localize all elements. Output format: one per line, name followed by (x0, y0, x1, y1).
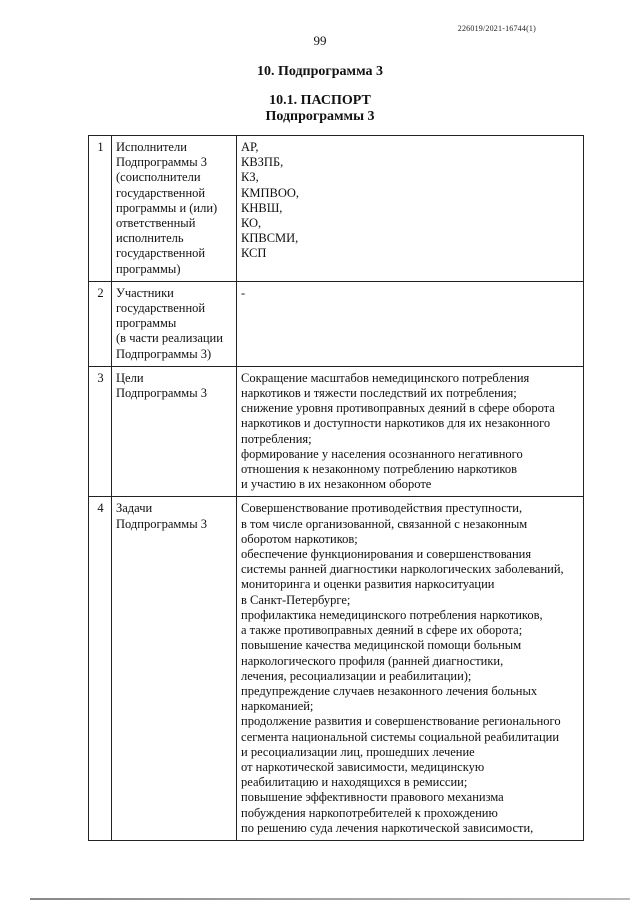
row-value-line: а также противоправных деяний в сфере их оборота; (241, 623, 523, 638)
row-number: 2 (89, 281, 112, 366)
row-value-line: КВЗПБ, (241, 155, 284, 170)
row-value-line: снижение уровня противоправных деяний в сфере оборота (241, 401, 555, 416)
row-value-line: от наркотической зависимости, медицинскую (241, 759, 485, 774)
row-value-line: обеспечение функционирования и совершенствования (241, 547, 532, 562)
row-value-line: КМПВОО, (241, 185, 299, 200)
row-value-line: повышение качества медицинской помощи больным (241, 638, 522, 653)
row-value-line: Сокращение масштабов немедицинского потребления (241, 370, 530, 385)
row-value-line: и участию в их незаконном обороте (241, 477, 432, 492)
row-value-line: КЗ, (241, 170, 259, 185)
row-value-cell (237, 497, 584, 840)
row-value-line: отношения к незаконному потреблению наркотиков (241, 462, 517, 477)
row-label-line: Подпрограммы 3 (116, 155, 207, 170)
row-label-line: (соисполнители (116, 170, 201, 185)
section-title: 10. Подпрограмма 3 (256, 64, 384, 79)
row-value-line: КСП (241, 246, 267, 261)
row-label-line: государственной (116, 185, 206, 200)
row-label-line: программы и (или) (116, 200, 218, 215)
table-row (89, 136, 584, 282)
table-row (89, 366, 584, 497)
row-label-line: программы (116, 316, 177, 331)
row-number: 1 (89, 136, 112, 282)
passport-subtitle: Подпрограммы 3 (265, 109, 375, 124)
row-value-line: наркотиков и доступности наркотиков для их незаконного (241, 416, 551, 431)
table-row (89, 281, 584, 366)
row-value-line: профилактика немедицинского потребления наркотиков, (241, 607, 543, 622)
row-value-line: и ресоциализации лиц, прошедших лечение (241, 744, 475, 759)
row-value-line: повышение эффективности правового механизма (241, 790, 504, 805)
row-value-line: КО, (241, 216, 262, 231)
row-label-line: государственной (116, 301, 206, 316)
row-value-line: лечения, ресоциализации и реабилитации); (241, 668, 472, 683)
row-label-cell (112, 497, 237, 840)
row-value-line: в Санкт-Петербурге; (241, 592, 351, 607)
row-label-cell (112, 366, 237, 497)
row-label-line: Участники (116, 285, 174, 300)
row-label-line: Подпрограммы 3) (116, 346, 212, 361)
row-value-line: по решению суда лечения наркотической зависимости, (241, 820, 534, 835)
row-label-line: Подпрограммы 3 (116, 516, 207, 531)
row-value-line: КНВШ, (241, 200, 283, 215)
row-value-cell (237, 136, 584, 282)
row-value-cell (237, 281, 584, 366)
row-number: 4 (89, 497, 112, 840)
row-value-line: формирование у населения осознанного негативного (241, 446, 523, 461)
scan-bottom-edge (30, 898, 630, 900)
row-value-line: оборотом наркотиков; (241, 531, 358, 546)
row-value-line: продолжение развития и совершенствование регионального (241, 714, 561, 729)
row-value-line: наркоманией; (241, 699, 314, 714)
page-number: 99 (313, 33, 327, 48)
row-value-line: - (241, 285, 246, 300)
row-label-line: Задачи (116, 501, 153, 516)
passport-title: 10.1. ПАСПОРТ (269, 93, 371, 108)
row-value-cell (237, 366, 584, 497)
row-value-line: мониторинга и оценки развития наркоситуации (241, 577, 495, 592)
row-label-line: программы) (116, 261, 181, 276)
row-value-line: сегмента национальной системы социальной реабилитации (241, 729, 560, 744)
document-id: 226019/2021-16744(1) (457, 24, 536, 33)
passport-heading (0, 93, 640, 125)
row-label-cell (112, 136, 237, 282)
row-label-line: Цели (116, 370, 144, 385)
row-value-line: реабилитацию и находящихся в ремиссии; (241, 775, 468, 790)
row-value-line: АР, (241, 140, 259, 154)
row-value-line: потребления; (241, 431, 312, 446)
table-row (89, 497, 584, 840)
row-label-line: исполнитель (116, 231, 184, 246)
passport-table (88, 135, 584, 841)
row-label-cell (112, 281, 237, 366)
row-value-line: в том числе организованной, связанной с незаконным (241, 516, 528, 531)
row-value-line: предупреждение случаев незаконного лечения больных (241, 683, 538, 698)
passport-table-body (89, 136, 584, 841)
row-label-line: (в части реализации (116, 331, 223, 346)
row-value-line: КПВСМИ, (241, 231, 299, 246)
row-value-line: наркологического профиля (ранней диагностики, (241, 653, 504, 668)
row-value-line: наркотиков и тяжести последствий их потребления; (241, 386, 517, 401)
row-label-line: ответственный (116, 216, 196, 231)
row-value-line: побуждения наркопотребителей к прохождению (241, 805, 498, 820)
row-label-line: Исполнители (116, 140, 187, 154)
row-label-line: государственной (116, 246, 206, 261)
row-value-line: Совершенствование противодействия преступности, (241, 501, 523, 516)
row-number: 3 (89, 366, 112, 497)
row-value-line: системы ранней диагностики наркологических заболеваний, (241, 562, 564, 577)
row-label-line: Подпрограммы 3 (116, 386, 207, 401)
